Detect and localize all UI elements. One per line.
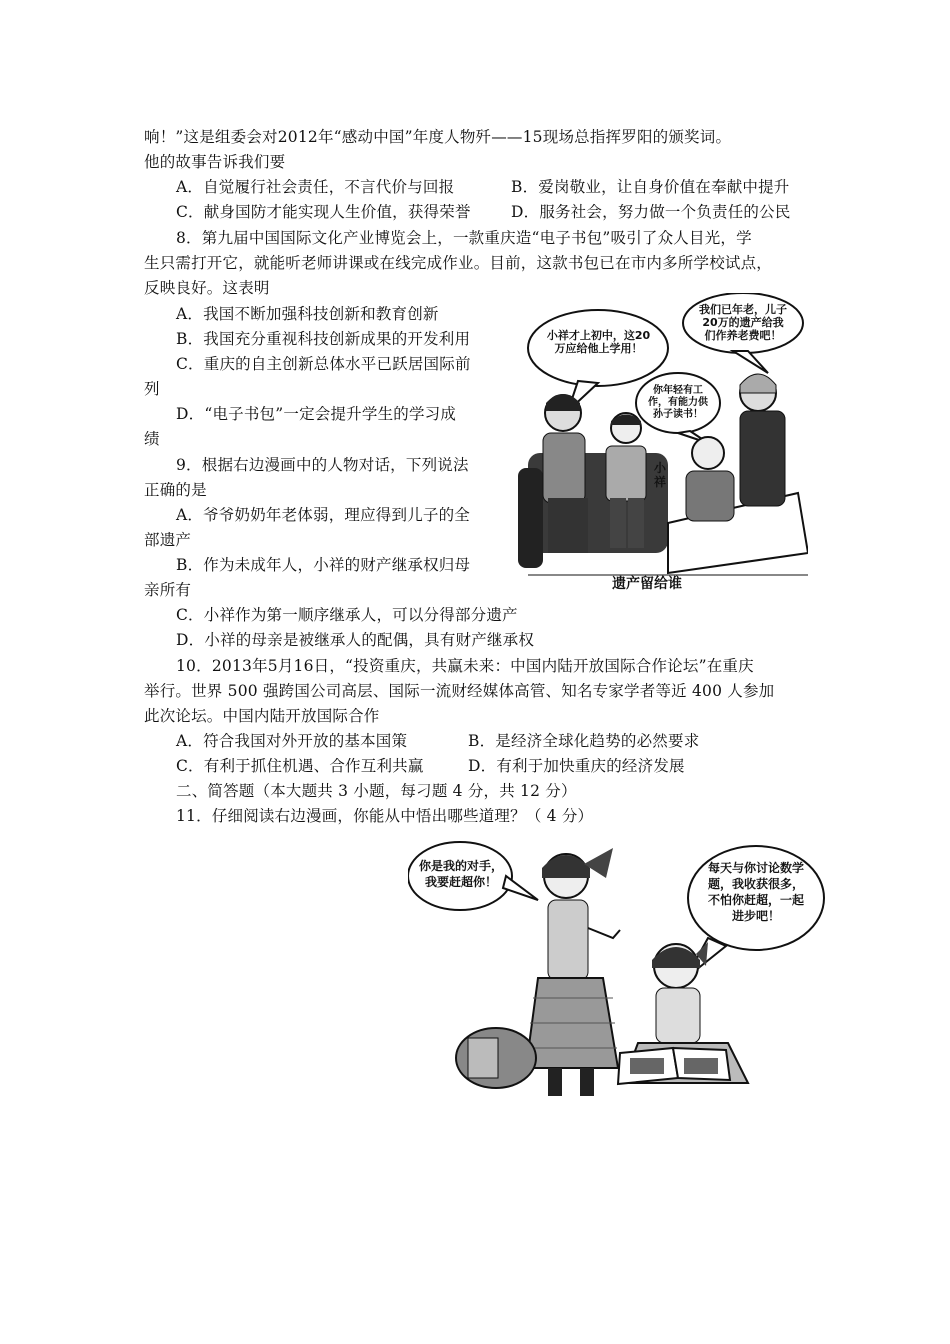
grandpa-speech-bubble: 你年轻有工作，有能力供孙子读书！	[648, 385, 708, 420]
section2-heading: 二、简答题（本大题共 3 小题，每刁题 4 分，共 12 分）	[176, 782, 577, 800]
q9-option-a-line1: A．爷爷奶奶年老体弱，理应得到儿子的全	[176, 506, 470, 524]
q9-option-a-line2: 部遗产	[144, 531, 192, 549]
q8-stem-line2: 生只需打开它，就能听老师讲课或在线完成作业。目前，这款书包已在市内多所学校试点，	[144, 254, 773, 272]
q9-stem-line2: 正确的是	[144, 481, 207, 499]
right-girl-speech-bubble: 每天与你讨论数学题，我收获很多，不怕你赶超，一起进步吧！	[708, 861, 805, 923]
q9-option-b-line2: 亲所有	[144, 581, 192, 599]
q8-option-d-line2: 绩	[144, 430, 160, 448]
q10-option-b: B．是经济全球化趋势的必然要求	[468, 732, 700, 750]
q8-stem-line1: 8．第九届中国国际文化产业博览会上，一款重庆造“电子书包”吸引了众人目光，学	[176, 229, 752, 247]
q11-stem: 11．仔细阅读右边漫画，你能从中悟出哪些道理？（ 4 分）	[176, 807, 594, 825]
q8-option-c-line2: 列	[144, 380, 160, 398]
q9-stem-line1: 9．根据右边漫画中的人物对话，下列说法	[176, 456, 469, 474]
grandma-speech-bubble: 我们已年老，儿子20万的遗产给我们作养老费吧！	[699, 303, 787, 342]
q10-stem-line1: 10．2013年5月16日，“投资重庆，共赢未来：中国内陆开放国际合作论坛”在重庆	[176, 657, 754, 675]
q10-stem-line2: 举行。世界 500 强跨国公司高层、国际一流财经媒体高管、知名专家学者等近 400 人参加	[144, 682, 775, 700]
q7-option-d: D．服务社会，努力做一个负责任的公民	[511, 203, 791, 221]
q10-stem-line3: 此次论坛。中国内陆开放国际合作	[144, 707, 380, 725]
q9-option-d: D．小祥的母亲是被继承人的配偶，具有财产继承权	[176, 631, 535, 649]
q7-option-c: C．献身国防才能实现人生价值，获得荣誉	[176, 203, 471, 221]
q8-stem-line3: 反映良好。这表明	[144, 279, 270, 297]
inheritance-cartoon	[518, 293, 808, 593]
q8-option-b: B．我国充分重视科技创新成果的开发利用	[176, 330, 471, 348]
q9-option-b-line1: B．作为未成年人，小祥的财产继承权归母	[176, 556, 471, 574]
q8-option-c-line1: C．重庆的自主创新总体水平已跃居国际前	[176, 355, 471, 373]
q8-option-d-line1: D．“电子书包”一定会提升学生的学习成	[176, 405, 457, 423]
left-girl-speech-bubble: 你是我的对手，我要赶超你！	[418, 859, 503, 889]
q7-option-a: A．自觉履行社会责任，不言代价与回报	[176, 178, 455, 196]
q7-option-b: B．爱岗敬业，让自身价值在奉献中提升	[511, 178, 790, 196]
q10-option-a: A．符合我国对外开放的基本国策	[176, 732, 408, 750]
q9-option-c: C．小祥作为第一顺序继承人，可以分得部分遗产	[176, 606, 518, 624]
mother-speech-bubble: 小祥才上初中，这20万应给他上学用！	[546, 329, 651, 355]
inheritance-cartoon-caption: 遗产留给谁	[612, 576, 682, 592]
xiaoxiang-name-label: 小祥	[654, 461, 667, 489]
q10-option-c: C．有利于抓住机遇、合作互利共赢	[176, 757, 424, 775]
q8-option-a: A．我国不断加强科技创新和教育创新	[176, 305, 439, 323]
q7-stem-line1: 响！”这是组委会对2012年“感动中国”年度人物歼——15现场总指挥罗阳的颁奖词。	[144, 128, 732, 146]
study-rivals-cartoon	[408, 838, 828, 1100]
q7-stem-line2: 他的故事告诉我们要	[144, 153, 286, 171]
q10-option-d: D．有利于加快重庆的经济发展	[468, 757, 685, 775]
